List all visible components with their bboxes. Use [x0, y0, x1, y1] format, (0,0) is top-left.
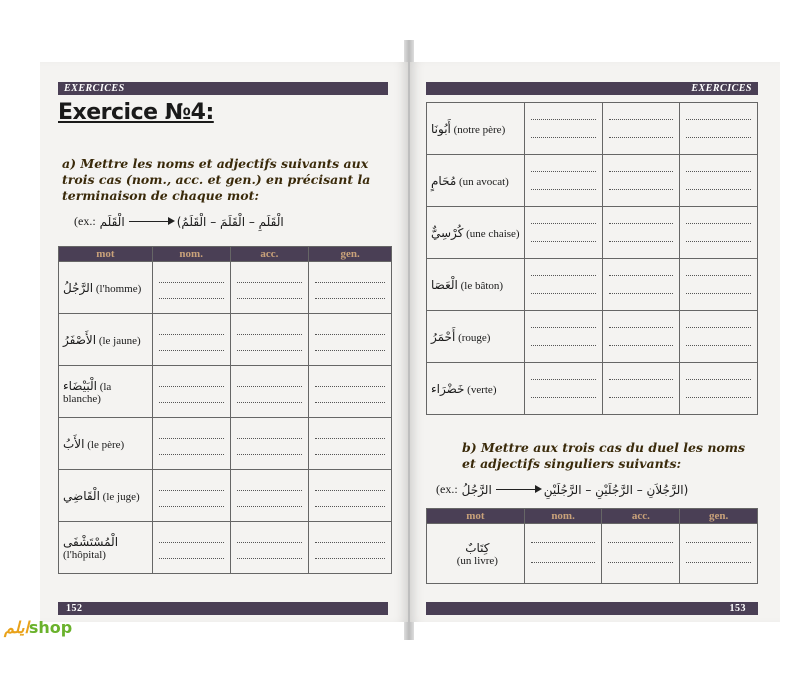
table-row: [59, 418, 392, 470]
word-french: (une chaise): [466, 227, 520, 240]
answer-cell[interactable]: [602, 207, 680, 259]
answer-cell[interactable]: [524, 103, 602, 155]
right-page: [410, 62, 780, 622]
answer-cell[interactable]: [602, 259, 680, 311]
example-prefix: (ex.:: [436, 482, 458, 496]
arrow-icon: [496, 489, 540, 490]
answer-cell[interactable]: [309, 366, 392, 418]
word-arabic: مُحَامٍ: [431, 173, 457, 188]
word-arabic: أَحْمَرُ: [431, 329, 456, 344]
answer-cell[interactable]: [152, 470, 230, 522]
example-source: الْقَلَم: [99, 214, 125, 229]
page-number-left: 152: [66, 603, 83, 614]
word-french: (un livre): [456, 554, 498, 567]
word-french: (l'hôpital): [63, 548, 106, 561]
answer-cell[interactable]: [309, 314, 392, 366]
answer-cell[interactable]: [309, 262, 392, 314]
word-french: (l'homme): [95, 282, 142, 295]
word-arabic: خَضْرَاء: [431, 381, 465, 396]
answer-cell[interactable]: [230, 366, 309, 418]
answer-cell[interactable]: [230, 262, 309, 314]
table-row: [427, 524, 758, 584]
answer-cell[interactable]: [152, 314, 230, 366]
answer-cell[interactable]: [602, 524, 680, 584]
left-footer-bar: [58, 602, 388, 615]
answer-cell[interactable]: [309, 418, 392, 470]
answer-cell[interactable]: [230, 418, 309, 470]
answer-cell[interactable]: [524, 207, 602, 259]
table-row: [427, 103, 758, 155]
right-footer-bar: [426, 602, 758, 615]
answer-cell[interactable]: [602, 103, 680, 155]
word-french: (notre père): [453, 123, 506, 136]
answer-cell[interactable]: [152, 262, 230, 314]
word-french: (un avocat): [459, 175, 509, 188]
answer-cell[interactable]: [309, 522, 392, 574]
word-arabic: الرَّجُلُ: [63, 280, 94, 295]
answer-cell[interactable]: [524, 363, 602, 415]
answer-cell[interactable]: [152, 418, 230, 470]
left-page: [40, 62, 408, 622]
logo-shop: shop: [28, 618, 73, 637]
answer-cell[interactable]: [152, 522, 230, 574]
word-arabic: الْعَصَا: [431, 277, 458, 292]
example-b: [436, 482, 688, 497]
instruction-a: a) Mettre les noms et adjectifs suivants aux trois cas (nom., acc. et gen.) en précisant la terminaison de chaque mot:: [62, 156, 371, 203]
table-row: [59, 470, 392, 522]
col-mot: mot: [59, 247, 153, 262]
instruction-b: b) Mettre aux trois cas du duel les noms et adjectifs singuliers suivants:: [462, 440, 746, 471]
answer-cell[interactable]: [309, 470, 392, 522]
answer-cell[interactable]: [524, 259, 602, 311]
answer-cell[interactable]: [680, 311, 758, 363]
shop-logo: [4, 618, 72, 637]
table-row: [427, 155, 758, 207]
answer-cell[interactable]: [230, 470, 309, 522]
right-header-label: EXERCICES: [691, 83, 752, 94]
example-source: الرَّجُلُ: [461, 482, 492, 497]
arrow-icon: [129, 221, 173, 222]
col-gen: gen.: [309, 247, 392, 262]
col-acc: acc.: [602, 509, 680, 524]
word-french: (le bâton): [460, 279, 504, 292]
word-french: (rouge): [458, 331, 491, 344]
answer-cell[interactable]: [602, 311, 680, 363]
answer-cell[interactable]: [524, 524, 602, 584]
left-header-bar: [58, 82, 388, 95]
word-french: (le jaune): [98, 334, 141, 347]
word-arabic: كُرْسِيٌّ: [431, 225, 464, 240]
example-prefix: (ex.:: [74, 214, 96, 228]
answer-cell[interactable]: [680, 259, 758, 311]
answer-cell[interactable]: [680, 103, 758, 155]
word-arabic: الأَصْفَرُ: [63, 332, 97, 347]
table-row: [59, 522, 392, 574]
table-row: [427, 207, 758, 259]
left-header-label: EXERCICES: [64, 83, 125, 94]
col-mot: mot: [427, 509, 525, 524]
answer-cell[interactable]: [230, 522, 309, 574]
declension-table-left: [58, 246, 392, 574]
word-french: (le père): [87, 438, 125, 451]
answer-cell[interactable]: [230, 314, 309, 366]
word-french: (verte): [467, 383, 497, 396]
answer-cell[interactable]: [602, 155, 680, 207]
answer-cell[interactable]: [152, 366, 230, 418]
right-header-bar: [426, 82, 758, 95]
col-gen: gen.: [680, 509, 758, 524]
col-nom: nom.: [152, 247, 230, 262]
table-row: [59, 262, 392, 314]
exercise-title: Exercice №4:: [58, 100, 214, 125]
table-row: [427, 259, 758, 311]
example-result: الرَّجُلاَنِ – الرَّجُلَيْنِ – الرَّجُلَيْنِ): [543, 482, 689, 497]
answer-cell[interactable]: [680, 207, 758, 259]
answer-cell[interactable]: [602, 363, 680, 415]
example-result: (الْقَلَمِ – الْقَلَمَ – الْقَلَمُ: [176, 214, 284, 229]
table-row: [59, 366, 392, 418]
page-number-right: 153: [729, 603, 746, 614]
declension-table-right: [426, 102, 758, 415]
answer-cell[interactable]: [680, 155, 758, 207]
table-row: [59, 314, 392, 366]
word-arabic: الْمُسْتَشْفَى: [63, 534, 119, 549]
word-arabic: الْبَيْضَاء: [63, 378, 97, 393]
word-arabic: الْقَاضِي: [63, 488, 100, 503]
word-french: (le juge): [102, 490, 140, 503]
word-arabic: أَبُونَا: [431, 121, 451, 136]
answer-cell[interactable]: [680, 363, 758, 415]
col-nom: nom.: [524, 509, 602, 524]
word-arabic: الأَبُ: [63, 436, 85, 451]
answer-cell[interactable]: [524, 311, 602, 363]
table-row: [427, 363, 758, 415]
answer-cell[interactable]: [680, 524, 758, 584]
table-row: [427, 311, 758, 363]
duel-table: [426, 508, 758, 584]
word-arabic: كِتَابٌ: [465, 540, 490, 555]
logo-arabic: ایلم: [4, 618, 29, 637]
col-acc: acc.: [230, 247, 309, 262]
word-french: (la blanche): [63, 380, 112, 405]
answer-cell[interactable]: [524, 155, 602, 207]
example-a: [74, 214, 284, 229]
